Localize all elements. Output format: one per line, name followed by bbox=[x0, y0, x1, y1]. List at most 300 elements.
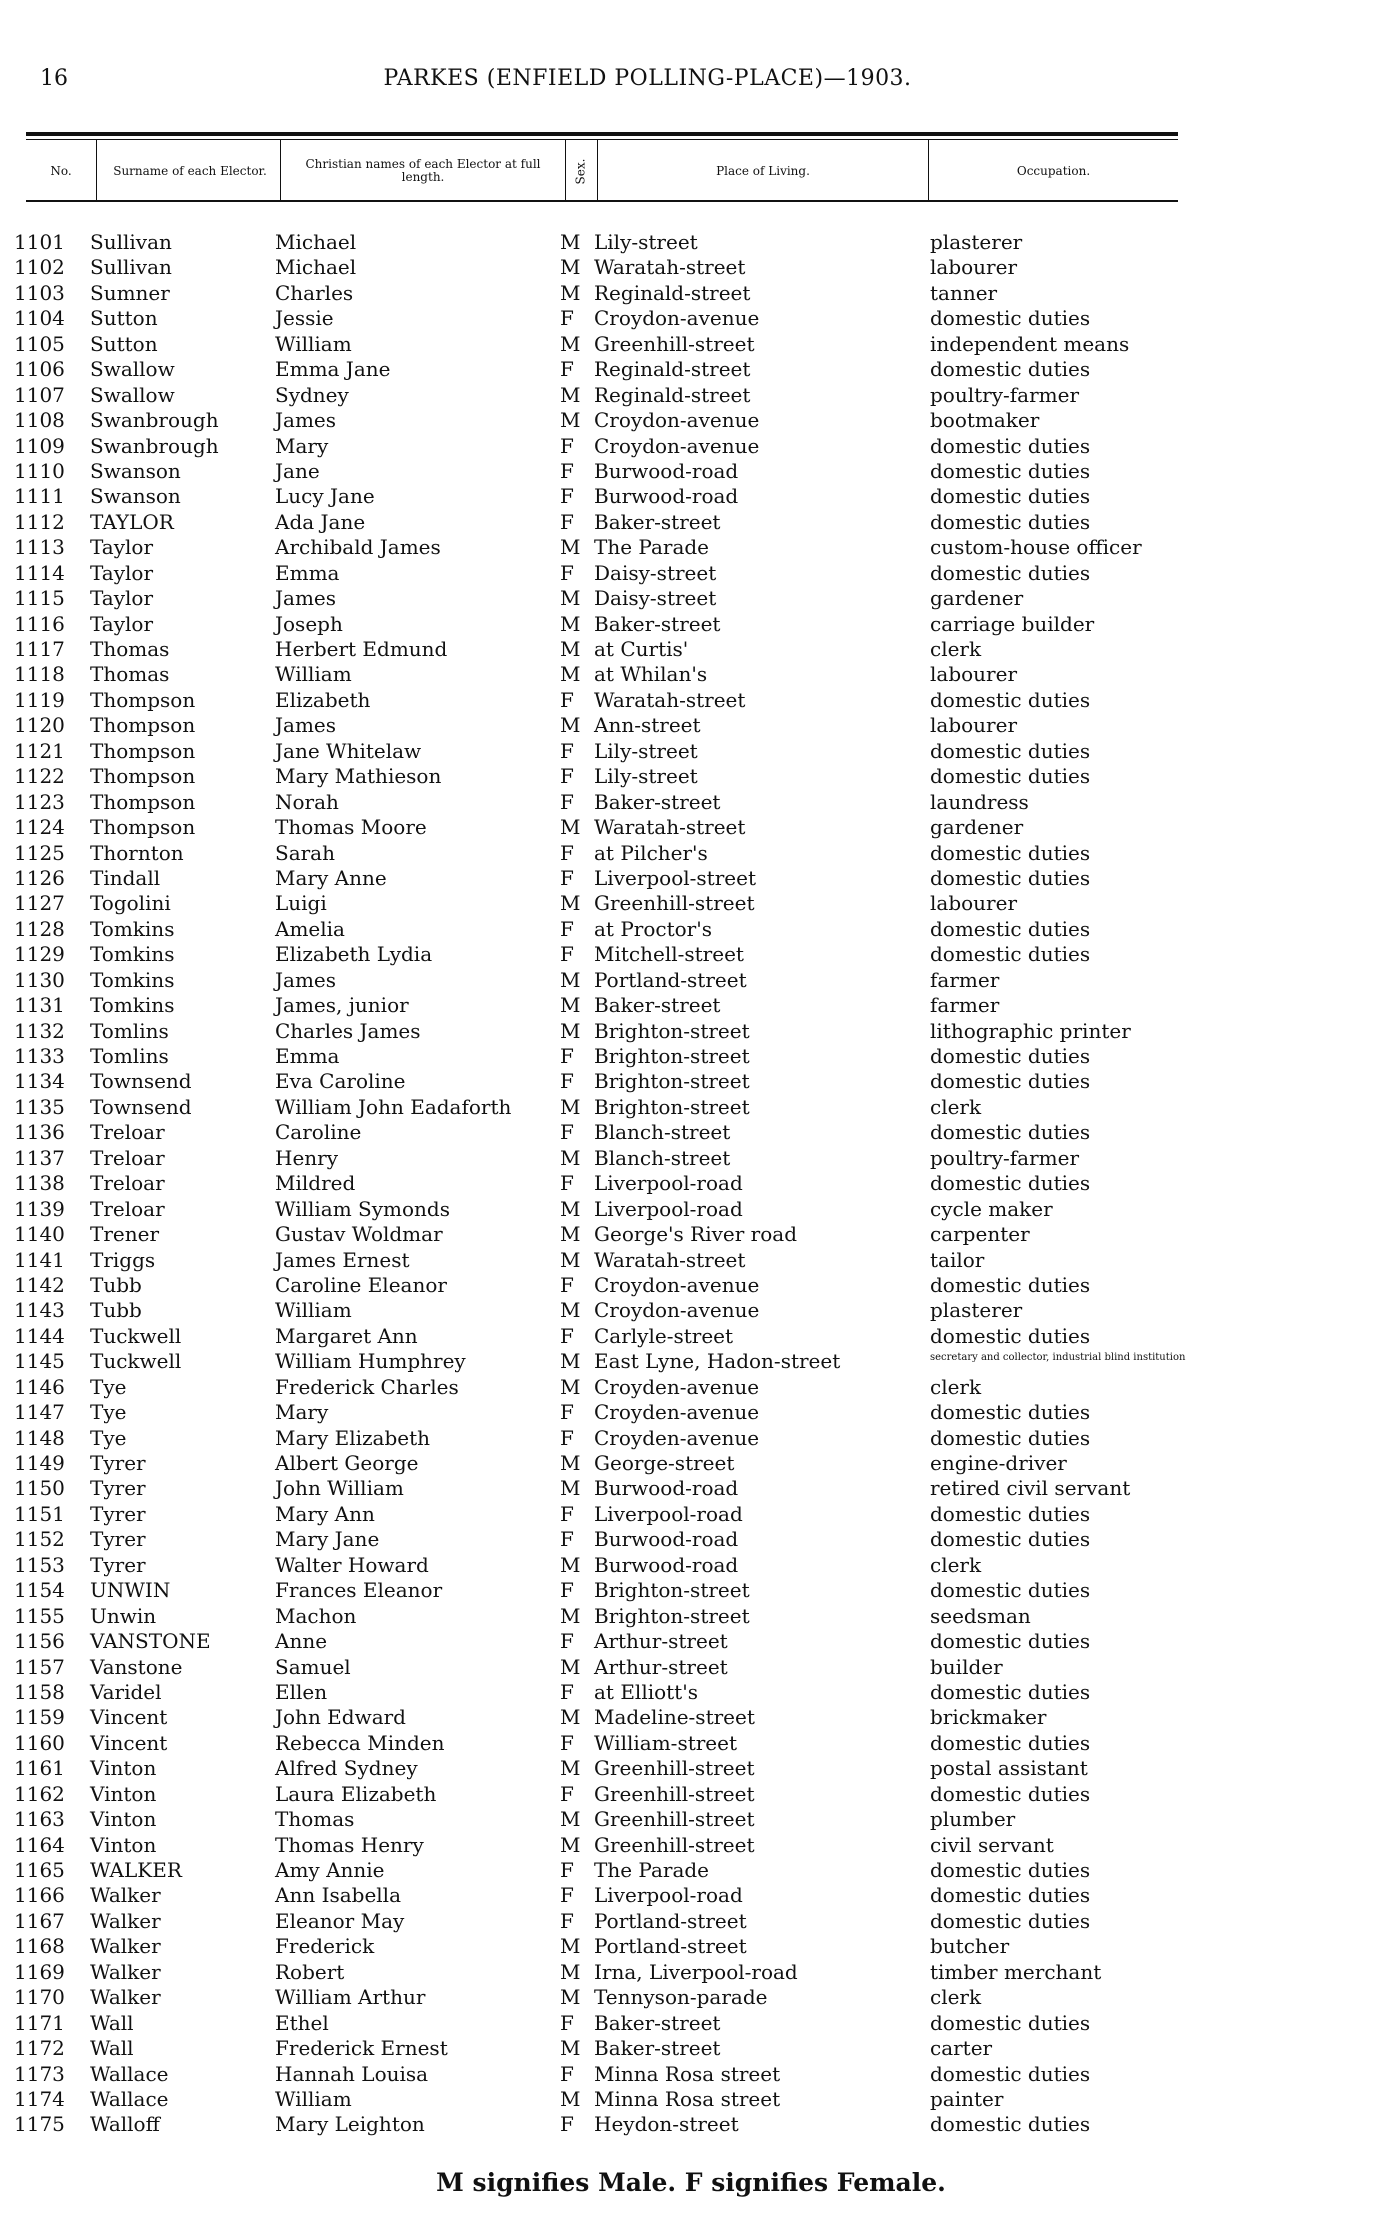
table-row bbox=[0, 1095, 1382, 1120]
elector-sex: F bbox=[560, 942, 574, 967]
elector-surname: Sutton bbox=[90, 331, 158, 356]
table-row bbox=[0, 1120, 1382, 1145]
table-row bbox=[0, 764, 1382, 789]
elector-place-of-living: Heydon-street bbox=[594, 2112, 739, 2137]
table-row bbox=[0, 357, 1382, 382]
elector-number: 1153 bbox=[14, 1552, 65, 1577]
elector-sex: M bbox=[560, 815, 581, 840]
elector-number: 1147 bbox=[14, 1400, 65, 1425]
elector-sex: F bbox=[560, 433, 574, 458]
elector-christian-names: Jessie bbox=[275, 306, 334, 331]
elector-occupation: independent means bbox=[930, 331, 1130, 356]
elector-christian-names: Ada Jane bbox=[275, 509, 366, 534]
table-row bbox=[0, 815, 1382, 840]
elector-number: 1119 bbox=[14, 687, 65, 712]
elector-place-of-living: Waratah-street bbox=[594, 1247, 746, 1272]
elector-place-of-living: Liverpool-road bbox=[594, 1196, 743, 1221]
elector-sex: F bbox=[560, 1120, 574, 1145]
elector-occupation: clerk bbox=[930, 1985, 982, 2010]
elector-surname: Walloff bbox=[90, 2112, 160, 2137]
elector-occupation: clerk bbox=[930, 1552, 982, 1577]
elector-number: 1123 bbox=[14, 789, 65, 814]
elector-sex: M bbox=[560, 1349, 581, 1374]
elector-place-of-living: Brighton-street bbox=[594, 1094, 750, 1119]
elector-occupation: postal assistant bbox=[930, 1756, 1088, 1781]
elector-occupation: bootmaker bbox=[930, 408, 1040, 433]
elector-occupation: plasterer bbox=[930, 230, 1023, 254]
elector-sex: F bbox=[560, 1781, 574, 1806]
elector-occupation: domestic duties bbox=[930, 1527, 1091, 1552]
table-row bbox=[0, 1604, 1382, 1629]
elector-christian-names: Mary Elizabeth bbox=[275, 1425, 431, 1450]
elector-sex: F bbox=[560, 1171, 574, 1196]
table-row bbox=[0, 281, 1382, 306]
elector-number: 1169 bbox=[14, 1959, 65, 1984]
elector-sex: F bbox=[560, 560, 574, 585]
table-row bbox=[0, 790, 1382, 815]
elector-occupation: carriage builder bbox=[930, 611, 1095, 636]
elector-place-of-living: Mitchell-street bbox=[594, 942, 744, 967]
elector-surname: Walker bbox=[90, 1883, 161, 1908]
elector-christian-names: Lucy Jane bbox=[275, 484, 375, 509]
elector-number: 1116 bbox=[14, 611, 65, 636]
elector-surname: Tyrer bbox=[90, 1527, 146, 1552]
elector-surname: Sullivan bbox=[90, 230, 172, 254]
elector-surname: Swallow bbox=[90, 357, 175, 382]
table-row bbox=[0, 1298, 1382, 1323]
elector-surname: Thompson bbox=[90, 789, 196, 814]
elector-christian-names: John Edward bbox=[275, 1705, 406, 1730]
elector-place-of-living: Minna Rosa street bbox=[594, 2086, 781, 2111]
elector-surname: Tye bbox=[90, 1425, 127, 1450]
elector-surname: Walker bbox=[90, 1908, 161, 1933]
elector-occupation: domestic duties bbox=[930, 916, 1091, 941]
table-row bbox=[0, 1197, 1382, 1222]
table-row bbox=[0, 1044, 1382, 1069]
elector-christian-names: Caroline Eleanor bbox=[275, 1272, 447, 1297]
elector-sex: M bbox=[560, 993, 581, 1018]
elector-sex: M bbox=[560, 408, 581, 433]
elector-sex: F bbox=[560, 865, 574, 890]
elector-christian-names: Frederick bbox=[275, 1934, 375, 1959]
elector-surname: TAYLOR bbox=[90, 509, 174, 534]
elector-occupation: labourer bbox=[930, 662, 1018, 687]
elector-occupation: butcher bbox=[930, 1934, 1010, 1959]
table-row bbox=[0, 255, 1382, 280]
elector-place-of-living: Brighton-street bbox=[594, 1069, 750, 1094]
elector-surname: Thompson bbox=[90, 764, 196, 789]
table-row bbox=[0, 1476, 1382, 1501]
elector-christian-names: James bbox=[275, 408, 337, 433]
elector-surname: Tomkins bbox=[90, 916, 175, 941]
elector-occupation: clerk bbox=[930, 637, 982, 661]
elector-christian-names: Sarah bbox=[275, 840, 335, 865]
elector-christian-names: James, junior bbox=[275, 993, 409, 1018]
elector-christian-names: Anne bbox=[275, 1629, 328, 1654]
elector-christian-names: John William bbox=[275, 1476, 404, 1501]
elector-christian-names: Mary Mathieson bbox=[275, 764, 442, 789]
column-header-no: No. bbox=[50, 163, 72, 178]
elector-number: 1140 bbox=[14, 1222, 65, 1247]
elector-christian-names: Jane bbox=[275, 458, 320, 483]
elector-surname: Swanson bbox=[90, 458, 181, 483]
elector-occupation: domestic duties bbox=[930, 1400, 1091, 1425]
elector-place-of-living: Arthur-street bbox=[594, 1629, 728, 1654]
table-row bbox=[0, 383, 1382, 408]
elector-surname: Swallow bbox=[90, 382, 175, 407]
column-header-place: Place of Living. bbox=[716, 163, 810, 178]
elector-number: 1146 bbox=[14, 1374, 65, 1399]
elector-christian-names: Michael bbox=[275, 230, 357, 254]
elector-christian-names: Thomas Henry bbox=[275, 1832, 424, 1857]
elector-place-of-living: at Elliott's bbox=[594, 1679, 698, 1704]
elector-number: 1104 bbox=[14, 306, 65, 331]
elector-place-of-living: Baker-street bbox=[594, 611, 721, 636]
elector-number: 1125 bbox=[14, 840, 65, 865]
elector-sex: M bbox=[560, 1451, 581, 1475]
elector-surname: Tye bbox=[90, 1374, 127, 1399]
elector-sex: M bbox=[560, 611, 581, 636]
elector-occupation: engine-driver bbox=[930, 1451, 1067, 1475]
table-row bbox=[0, 688, 1382, 713]
elector-surname: Vinton bbox=[90, 1781, 157, 1806]
elector-number: 1105 bbox=[14, 331, 65, 356]
elector-number: 1172 bbox=[14, 2036, 65, 2061]
elector-place-of-living: Burwood-road bbox=[594, 1476, 739, 1501]
elector-occupation: domestic duties bbox=[930, 560, 1091, 585]
elector-christian-names: Ann Isabella bbox=[275, 1883, 402, 1908]
elector-christian-names: Walter Howard bbox=[275, 1552, 429, 1577]
elector-sex: F bbox=[560, 2010, 574, 2035]
elector-place-of-living: Reginald-street bbox=[594, 382, 751, 407]
elector-place-of-living: The Parade bbox=[594, 535, 710, 560]
table-row bbox=[0, 1705, 1382, 1730]
elector-occupation: laundress bbox=[930, 789, 1029, 814]
elector-christian-names: Charles bbox=[275, 280, 354, 305]
elector-occupation: domestic duties bbox=[930, 458, 1091, 483]
elector-christian-names: Margaret Ann bbox=[275, 1323, 418, 1348]
elector-sex: M bbox=[560, 1222, 581, 1247]
table-row bbox=[0, 1019, 1382, 1044]
elector-sex: F bbox=[560, 1527, 574, 1552]
elector-sex: F bbox=[560, 764, 574, 789]
elector-surname: Taylor bbox=[90, 586, 154, 611]
elector-christian-names: William bbox=[275, 1298, 352, 1323]
table-row bbox=[0, 2112, 1382, 2137]
elector-surname: Vanstone bbox=[90, 1654, 183, 1679]
elector-occupation: plasterer bbox=[930, 1298, 1023, 1323]
elector-place-of-living: Liverpool-street bbox=[594, 865, 756, 890]
elector-christian-names: Albert George bbox=[275, 1451, 419, 1475]
elector-surname: Walker bbox=[90, 1985, 161, 2010]
elector-christian-names: Frederick Ernest bbox=[275, 2036, 448, 2061]
elector-sex: F bbox=[560, 1679, 574, 1704]
elector-sex: M bbox=[560, 1018, 581, 1043]
elector-number: 1117 bbox=[14, 637, 65, 661]
elector-sex: M bbox=[560, 1374, 581, 1399]
table-row bbox=[0, 1807, 1382, 1832]
elector-number: 1112 bbox=[14, 509, 65, 534]
elector-surname: Wall bbox=[90, 2010, 134, 2035]
elector-christian-names: Norah bbox=[275, 789, 339, 814]
elector-christian-names: Eva Caroline bbox=[275, 1069, 406, 1094]
elector-surname: Vincent bbox=[90, 1730, 168, 1755]
elector-number: 1167 bbox=[14, 1908, 65, 1933]
elector-occupation: domestic duties bbox=[930, 1781, 1091, 1806]
elector-place-of-living: Greenhill-street bbox=[594, 331, 755, 356]
elector-surname: Vinton bbox=[90, 1832, 157, 1857]
elector-surname: Taylor bbox=[90, 535, 154, 560]
elector-surname: Thornton bbox=[90, 840, 184, 865]
elector-christian-names: Sydney bbox=[275, 382, 349, 407]
elector-sex: M bbox=[560, 1705, 581, 1730]
elector-surname: Treloar bbox=[90, 1171, 165, 1196]
elector-surname: Sullivan bbox=[90, 255, 172, 280]
elector-sex: M bbox=[560, 1756, 581, 1781]
table-row bbox=[0, 1578, 1382, 1603]
elector-occupation: painter bbox=[930, 2086, 1004, 2111]
elector-place-of-living: Waratah-street bbox=[594, 815, 746, 840]
elector-sex: F bbox=[560, 789, 574, 814]
elector-place-of-living: Lily-street bbox=[594, 738, 698, 763]
elector-number: 1141 bbox=[14, 1247, 65, 1272]
table-row bbox=[0, 917, 1382, 942]
elector-number: 1136 bbox=[14, 1120, 65, 1145]
elector-number: 1154 bbox=[14, 1578, 65, 1603]
column-header-sex bbox=[566, 144, 596, 198]
elector-place-of-living: Baker-street bbox=[594, 2010, 721, 2035]
table-row bbox=[0, 1400, 1382, 1425]
elector-number: 1133 bbox=[14, 1044, 65, 1068]
elector-christian-names: Emma Jane bbox=[275, 357, 391, 382]
elector-number: 1110 bbox=[14, 458, 65, 483]
elector-christian-names: Michael bbox=[275, 255, 357, 280]
elector-number: 1135 bbox=[14, 1094, 65, 1119]
elector-sex: M bbox=[560, 1145, 581, 1170]
table-row bbox=[0, 1146, 1382, 1171]
elector-christian-names: Rebecca Minden bbox=[275, 1730, 445, 1755]
elector-christian-names: Mary bbox=[275, 433, 329, 458]
elector-surname: Tubb bbox=[90, 1272, 142, 1297]
elector-sex: M bbox=[560, 1603, 581, 1628]
elector-occupation: retired civil servant bbox=[930, 1476, 1131, 1501]
elector-place-of-living: Brighton-street bbox=[594, 1603, 750, 1628]
table-row bbox=[0, 1731, 1382, 1756]
elector-christian-names: Hannah Louisa bbox=[275, 2061, 429, 2086]
elector-sex: F bbox=[560, 1858, 574, 1882]
table-row bbox=[0, 586, 1382, 611]
elector-occupation: seedsman bbox=[930, 1603, 1031, 1628]
elector-sex: M bbox=[560, 713, 581, 738]
elector-occupation: domestic duties bbox=[930, 1171, 1091, 1196]
elector-surname: Townsend bbox=[90, 1094, 192, 1119]
elector-place-of-living: George's River road bbox=[594, 1222, 798, 1247]
elector-occupation: plumber bbox=[930, 1807, 1016, 1832]
table-row bbox=[0, 942, 1382, 967]
column-header-surname: Surname of each Elector. bbox=[113, 163, 267, 178]
elector-number: 1171 bbox=[14, 2010, 65, 2035]
elector-sex: M bbox=[560, 382, 581, 407]
table-row bbox=[0, 968, 1382, 993]
table-row bbox=[0, 1273, 1382, 1298]
elector-number: 1107 bbox=[14, 382, 65, 407]
elector-occupation: domestic duties bbox=[930, 509, 1091, 534]
elector-sex: M bbox=[560, 2036, 581, 2061]
elector-sex: F bbox=[560, 1501, 574, 1526]
elector-place-of-living: Portland-street bbox=[594, 1934, 747, 1959]
elector-surname: Tyrer bbox=[90, 1501, 146, 1526]
elector-sex: M bbox=[560, 1552, 581, 1577]
elector-surname: Wallace bbox=[90, 2086, 169, 2111]
elector-occupation: carpenter bbox=[930, 1222, 1030, 1247]
elector-sex: M bbox=[560, 1985, 581, 2010]
elector-number: 1124 bbox=[14, 815, 65, 840]
elector-occupation: tanner bbox=[930, 280, 998, 305]
elector-number: 1115 bbox=[14, 586, 65, 611]
elector-number: 1139 bbox=[14, 1196, 65, 1221]
elector-sex: F bbox=[560, 306, 574, 331]
elector-occupation: timber merchant bbox=[930, 1959, 1102, 1984]
table-row bbox=[0, 2036, 1382, 2061]
elector-place-of-living: Daisy-street bbox=[594, 560, 717, 585]
elector-occupation: farmer bbox=[930, 967, 1000, 992]
elector-christian-names: James bbox=[275, 586, 337, 611]
elector-sex: F bbox=[560, 840, 574, 865]
elector-occupation: domestic duties bbox=[930, 1629, 1091, 1654]
elector-surname: Wall bbox=[90, 2036, 134, 2061]
elector-sex: M bbox=[560, 1832, 581, 1857]
elector-sex: F bbox=[560, 458, 574, 483]
elector-place-of-living: Greenhill-street bbox=[594, 1781, 755, 1806]
elector-christian-names: Elizabeth bbox=[275, 687, 371, 712]
table-row bbox=[0, 662, 1382, 687]
elector-occupation: civil servant bbox=[930, 1832, 1054, 1857]
elector-place-of-living: Croydon-avenue bbox=[594, 1298, 760, 1323]
elector-place-of-living: The Parade bbox=[594, 1858, 710, 1882]
elector-surname: Vinton bbox=[90, 1807, 157, 1832]
elector-occupation: domestic duties bbox=[930, 1323, 1091, 1348]
elector-surname: Tuckwell bbox=[90, 1323, 182, 1348]
elector-place-of-living: Baker-street bbox=[594, 789, 721, 814]
elector-surname: Unwin bbox=[90, 1603, 157, 1628]
elector-occupation: tailor bbox=[930, 1247, 985, 1272]
elector-number: 1126 bbox=[14, 865, 65, 890]
elector-number: 1165 bbox=[14, 1858, 65, 1882]
elector-sex: M bbox=[560, 2086, 581, 2111]
elector-number: 1175 bbox=[14, 2112, 65, 2137]
elector-number: 1142 bbox=[14, 1272, 65, 1297]
elector-occupation: domestic duties bbox=[930, 1908, 1091, 1933]
elector-number: 1166 bbox=[14, 1883, 65, 1908]
elector-sex: F bbox=[560, 1578, 574, 1603]
table-row bbox=[0, 1960, 1382, 1985]
elector-surname: Thomas bbox=[90, 662, 170, 687]
elector-number: 1174 bbox=[14, 2086, 65, 2111]
elector-occupation: cycle maker bbox=[930, 1196, 1053, 1221]
table-row bbox=[0, 2087, 1382, 2112]
elector-number: 1108 bbox=[14, 408, 65, 433]
elector-surname: Thompson bbox=[90, 815, 196, 840]
elector-surname: Treloar bbox=[90, 1196, 165, 1221]
elector-sex: M bbox=[560, 1476, 581, 1501]
elector-surname: Tindall bbox=[90, 865, 161, 890]
table-row bbox=[0, 332, 1382, 357]
elector-number: 1132 bbox=[14, 1018, 65, 1043]
elector-place-of-living: Burwood-road bbox=[594, 1552, 739, 1577]
elector-place-of-living: Burwood-road bbox=[594, 458, 739, 483]
elector-sex: F bbox=[560, 916, 574, 941]
elector-place-of-living: Liverpool-road bbox=[594, 1883, 743, 1908]
elector-christian-names: Ellen bbox=[275, 1679, 328, 1704]
table-row bbox=[0, 2062, 1382, 2087]
elector-place-of-living: Madeline-street bbox=[594, 1705, 755, 1730]
elector-place-of-living: Waratah-street bbox=[594, 687, 746, 712]
elector-sex: F bbox=[560, 738, 574, 763]
header-rule-bottom bbox=[26, 200, 1178, 202]
table-row bbox=[0, 230, 1382, 255]
elector-occupation: domestic duties bbox=[930, 1578, 1091, 1603]
table-row bbox=[0, 434, 1382, 459]
elector-occupation: labourer bbox=[930, 891, 1018, 916]
table-row bbox=[0, 484, 1382, 509]
elector-sex: M bbox=[560, 662, 581, 687]
elector-number: 1158 bbox=[14, 1679, 65, 1704]
table-row bbox=[0, 1680, 1382, 1705]
elector-occupation: custom-house officer bbox=[930, 535, 1142, 560]
elector-christian-names: Charles James bbox=[275, 1018, 421, 1043]
elector-christian-names: Mary Leighton bbox=[275, 2112, 425, 2137]
elector-surname: Thompson bbox=[90, 713, 196, 738]
elector-sex: M bbox=[560, 637, 581, 661]
elector-occupation: domestic duties bbox=[930, 2010, 1091, 2035]
elector-surname: Sumner bbox=[90, 280, 170, 305]
elector-christian-names: Robert bbox=[275, 1959, 345, 1984]
elector-surname: Tye bbox=[90, 1400, 127, 1425]
elector-christian-names: James bbox=[275, 967, 337, 992]
elector-surname: Tomlins bbox=[90, 1018, 169, 1043]
elector-surname: Vinton bbox=[90, 1756, 157, 1781]
elector-occupation: lithographic printer bbox=[930, 1018, 1131, 1043]
elector-surname: Swanbrough bbox=[90, 433, 219, 458]
table-row bbox=[0, 739, 1382, 764]
elector-sex: M bbox=[560, 1934, 581, 1959]
elector-christian-names: Alfred Sydney bbox=[275, 1756, 418, 1781]
elector-surname: VANSTONE bbox=[90, 1629, 211, 1654]
table-row bbox=[0, 1553, 1382, 1578]
elector-surname: Tomlins bbox=[90, 1044, 169, 1068]
page-number: 16 bbox=[40, 66, 68, 91]
elector-occupation: clerk bbox=[930, 1094, 982, 1119]
elector-sex: M bbox=[560, 891, 581, 916]
elector-place-of-living: at Pilcher's bbox=[594, 840, 708, 865]
elector-christian-names: Amy Annie bbox=[275, 1858, 385, 1882]
elector-number: 1143 bbox=[14, 1298, 65, 1323]
elector-sex: F bbox=[560, 1629, 574, 1654]
elector-christian-names: Amelia bbox=[275, 916, 345, 941]
elector-sex: F bbox=[560, 1323, 574, 1348]
table-row bbox=[0, 713, 1382, 738]
elector-number: 1128 bbox=[14, 916, 65, 941]
elector-place-of-living: Croydon-avenue bbox=[594, 433, 760, 458]
elector-sex: F bbox=[560, 1400, 574, 1425]
elector-occupation: brickmaker bbox=[930, 1705, 1047, 1730]
elector-sex: M bbox=[560, 1807, 581, 1832]
elector-place-of-living: Baker-street bbox=[594, 993, 721, 1018]
elector-surname: Sutton bbox=[90, 306, 158, 331]
elector-surname: Tomkins bbox=[90, 942, 175, 967]
elector-number: 1162 bbox=[14, 1781, 65, 1806]
elector-surname: Tyrer bbox=[90, 1476, 146, 1501]
